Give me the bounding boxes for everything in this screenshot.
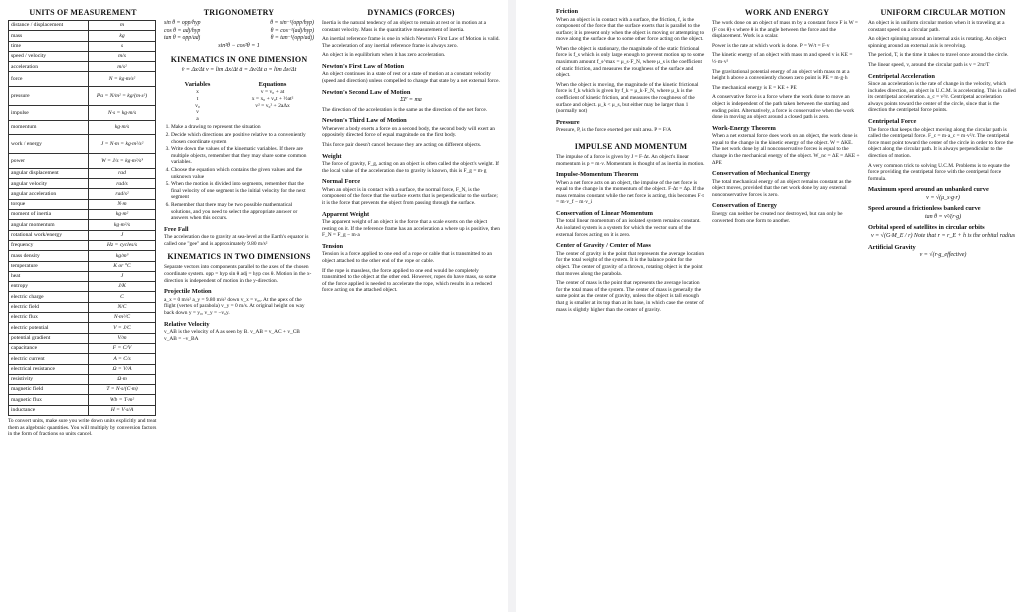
centripetal-accel-heading: Centripetal Acceleration [868,72,935,80]
var-item: t [196,96,199,103]
units-row [9,302,156,312]
quantity-cell: force [9,72,89,87]
units-row [9,323,156,333]
inertia-text: Inertia is the natural tendency of an object to remain at rest or in motion at a constant velocity. Mass is the quantitative measurement of inertia. [322,20,487,33]
units-row [9,405,156,415]
newton-third-text: Whenever a body exerts a force on a second body, the second body will exert an oppositely directed force of equal magnitude on the first body. [322,125,495,139]
units-row [9,313,156,323]
newton-third-note: This force pair doesn't cancel because they are acting on different objects. [322,142,482,149]
quantity-cell: magnetic field [9,385,89,395]
unit-cell: Ω = V/A [89,364,156,374]
weight-text: The force of gravity, F_g, acting on an object is often called the object's weight. If the local value of the acceleration due to gravity is known, this is F_g = m·g [322,161,499,174]
quantity-cell: electric potential [9,323,89,333]
eq-item: x = x₀ + v₀t + ½at² [251,96,294,103]
mech-energy-conservation-text: The total mechanical energy of an object remains constant as the object moves, provided that the net work done by any external nonconservative forces is zero. [712,178,852,198]
equilibrium-text: An object is in equilibrium when it has zero acceleration. [322,52,446,59]
unit-cell: V/m [89,333,156,343]
work-text: The work done on an object of mass m by a constant force F is W = (F cos θ)·s where θ is the angle between the force and the displacement. Work is a scalar. [712,20,858,40]
units-row [9,72,156,87]
equations-heading: Equations [258,80,287,88]
step-item: 6. Remember that there may be two possible mathematical solutions, and you need to select the appropriate answer or answers when this occurs. [171,202,314,222]
unit-cell: J/K [89,282,156,292]
variables-list [185,77,211,122]
unit-cell: s [89,41,156,51]
unit-cell: kg/m³ [89,251,156,261]
unit-cell: F = C/V [89,343,156,353]
trig-row [164,35,314,42]
unit-cell: kg·m/s [89,120,156,135]
step-item: 3. Write down the values of the kinematic variables. If there are multiple objects, remember that they may share some common variables. [171,146,314,166]
step-item: 2. Decide which directions are positive relative to a conveniently chosen coordinate system [171,132,314,145]
normal-force-text: When an object is in contact with a surface, the normal force, F_N, is the component of the force that the surface exerts that is perpendicular to the surface; it is the force that prevents the object from passing through the surface. [322,186,498,206]
kin2d-text: Separate vectors into components parallel to the axes of the chosen coordinate system. opp = hyp sin θ adj = hyp cos θ. Motion in the x-direction is independent of motion in the y-direction. [164,264,312,284]
unit-cell: Wb = T·m² [89,395,156,405]
var-item: x [196,89,199,96]
work-energy-theorem-text: When a net external force does work on an object, the work done is equal to the change in the kinetic energy of the object. W = ΔKE. The net work done by all nonconservative forces is equal to the change in the mechanical energy of the object. W_nc = ΔE = ΔKE + ΔPE [712,133,860,166]
relative-velocity-heading: Relative Velocity [164,320,210,328]
quantity-cell: heat [9,271,89,281]
quantity-cell: rotational work/energy [9,230,89,240]
eq-item: v² = v₀² + 2aΔx [255,102,290,109]
quantity-cell: resistivity [9,374,89,384]
unit-cell: m/s² [89,62,156,72]
units-row [9,120,156,135]
orbital-speed-eq: v = √(G·M_E / r) Note that r = r_E + h is the orbital radius [870,232,1016,239]
quantity-cell: electric charge [9,292,89,302]
trig-identity: sin²θ − cos²θ = 1 [218,42,260,49]
unit-cell: rad [89,168,156,178]
unit-cell: kg·m² [89,210,156,220]
kin1d-defs: v̄ = Δx/Δt v = lim Δx/Δt ā = Δv/Δt a = lim Δv/Δt [181,67,297,74]
unit-cell: m [89,21,156,31]
friction-heading: Friction [556,8,579,15]
ucm-title: UNIFORM CIRCULAR MOTION [880,8,1006,17]
max-speed-heading: Maximum speed around an unbanked curve [868,186,989,194]
quantity-cell: capacitance [9,343,89,353]
quantity-cell: mass [9,31,89,41]
ucm-text: An object is in uniform circular motion when it is traveling at a constant speed on a circular path. [868,20,1005,33]
units-row [9,343,156,353]
quantity-cell: moment of inertia [9,210,89,220]
sin-def: sin θ = opp/hyp [164,20,201,26]
units-row [9,31,156,41]
newton-second-text: The direction of the acceleration is the same as the direction of the net force. [322,106,488,113]
units-row [9,168,156,178]
units-title: UNITS OF MEASUREMENT [29,8,137,17]
units-row [9,135,156,154]
quantity-cell: electric flux [9,313,89,323]
max-speed-eq: v = √(μ_s·g·r) [926,194,960,201]
unit-cell: J [89,230,156,240]
units-row [9,333,156,343]
unit-cell: A = C/s [89,354,156,364]
quantity-cell: angular momentum [9,220,89,230]
tension-text-2: If the rope is massless, the force applied to one end would be completely transmitted to the object at the other end. However, ropes do have mass, so some of the force applied is needed to accelerate the rope, which results in a reduced force acting on the attached object. [322,267,497,294]
units-row [9,189,156,199]
variables-heading: Variables [184,80,211,88]
units-row [9,87,156,106]
banked-curve-eq: tan θ = v²/(r·g) [924,213,962,220]
trig-row [164,28,314,35]
normal-force-heading: Normal Force [322,178,361,186]
impulse-text: The impulse of a force is given by J = F·Δt. An object's linear momentum is p = m·v. Momentum is thought of as inertia in motion. [556,153,705,167]
equations-list [252,77,294,122]
var-item: v [196,109,199,116]
unit-cell: J [89,271,156,281]
relative-velocity-text: v_AB is the velocity of A as seen by B. v_AB = v_AC + v_CB v_AB = −v_BA [164,329,300,342]
linear-speed-text: The linear speed, v, around the circular path is v = 2πr/T [868,61,990,68]
quantity-cell: mass density [9,251,89,261]
quantity-cell: electric field [9,302,89,312]
quantity-cell: temperature [9,261,89,271]
work-title: WORK AND ENERGY [744,8,830,17]
step-item: 1. Make a drawing to represent the situation [171,124,314,131]
artificial-gravity-eq: v = √(r·g_effective) [919,252,967,259]
inv-sin: θ = sin⁻¹(opp/hyp) [270,20,314,26]
units-row [9,240,156,250]
unit-cell: Hz = cycles/s [89,240,156,250]
momentum-conservation-heading: Conservation of Linear Momentum [556,209,653,217]
friction-text: When an object is in contact with a surface, the friction, f, is the component of the force that the surface exerts that is parallel to the surface; it is present only when the object is moving or attempting to move along the surface due to some other force acting on the object. [556,16,705,43]
units-row [9,354,156,364]
freefall-text: The acceleration due to gravity at sea-level at the Earth's equator is called one "gee" and is approximately 9.80 m/s² [164,234,309,247]
trig-row [164,20,314,27]
units-row [9,251,156,261]
cos-def: cos θ = adj/hyp [164,27,201,34]
quantity-cell: power [9,154,89,169]
units-row [9,106,156,121]
centripetal-accel-text: Since an acceleration is the rate of change in the velocity, which includes direction, an object in U.C.M. is accelerating. This is called its centripetal acceleration. a_c = v²/r. Centripetal acceleration always points toward the center of the circle, since that is the direction the centripetal force points. [868,81,1016,114]
artificial-gravity-heading: Artificial Gravity [868,243,916,251]
period-text: The period, T, is the time it takes to travel once around the circle. [868,52,1009,59]
unit-cell: C [89,292,156,302]
units-row [9,154,156,169]
impulse-theorem-text: When a net force acts on an object, the impulse of the net force is equal to the change in the momentum of the object. F·Δt = Δp. If the mass remains constant while the net force is acting, this becomes F·t = m·v_f − m·v_i [556,179,704,206]
kinetic-energy-text: The kinetic energy of an object with mass m and speed v is KE = ½·m·v² [712,52,853,65]
unit-cell: K or °C [89,261,156,271]
units-row [9,21,156,31]
unit-cell: Pa = N/m² = kg/(m·s²) [89,87,156,106]
quantity-cell: angular acceleration [9,189,89,199]
newton-first-text: An object continues in a state of rest or a state of motion at a constant velocity (speed and direction) unless compelled to change that state by a net external force. [322,71,500,85]
quantity-cell: electrical resistance [9,364,89,374]
quantity-cell: work / energy [9,135,89,154]
energy-conservation-heading: Conservation of Energy [712,202,777,210]
mech-energy-conservation-heading: Conservation of Mechanical Energy [712,170,811,178]
eq-item: v = v₀ + at [260,89,285,96]
tension-text: Tension is a force applied to one end of a rope or cable that is transmitted to an object attached to the other end of the rope or cable. [322,251,493,264]
units-table [8,20,156,416]
quantity-cell: impulse [9,106,89,121]
work-energy-column [712,8,862,227]
unit-cell: rad/s² [89,189,156,199]
quantity-cell: time [9,41,89,51]
unit-cell: Ω·m [89,374,156,384]
inv-cos: θ = cos⁻¹(adj/hyp) [270,27,314,34]
centripetal-force-text: The force that keeps the object moving along the circular path is called the centripetal force. F_c = m·a_c = m·v²/r. The centripetal force must point toward the center of the circle in order to force the object along the circular path. It is always perpendicular to the direction of motion. [868,126,1014,159]
units-row [9,261,156,271]
conservative-force-text: A conservative force is a force where the work done to move an object is independent of the path taken between the starting and ending point. Alternatively, a force is conservative when the work done in moving an object around a closed path is zero. [712,94,855,121]
power-text: Power is the rate at which work is done. P = W/t = F·v [712,42,830,49]
rotating-text: An object spinning around an internal axis is rotating. An object spinning around an external axis is revolving. [868,36,1007,49]
quantity-cell: electric current [9,354,89,364]
ucm-trick-text: A very common trick to solving U.C.M. Problems is to equate the force providing the centripetal force with the centripetal force formula. [868,162,1010,182]
unit-cell: N·s = kg·m/s [89,106,156,121]
center-of-gravity-heading: Center of Gravity / Center of Mass [556,242,651,250]
momentum-conservation-text: The total linear momentum of an isolated system remains constant. An isolated system is a system for which the vector sum of the external forces acting on it is zero. [556,218,701,238]
units-row [9,292,156,302]
unit-cell: m/s [89,51,156,61]
unit-cell: H = V·s/A [89,405,156,415]
unit-cell: rad/s [89,179,156,189]
inertial-frame-text: An inertial reference frame is one in which Newton's First Law of Motion is valid. The acceleration of any inertial reference frame is always zero. [322,36,500,49]
work-energy-theorem-heading: Work-Energy Theorem [712,124,776,132]
unit-cell: N·m [89,199,156,209]
quantity-cell: momentum [9,120,89,135]
quantity-cell: potential gradient [9,333,89,343]
quantity-cell: torque [9,199,89,209]
quantity-cell: acceleration [9,62,89,72]
var-item: v₀ [195,102,200,109]
kinetic-friction-text: When the object is moving, the magnitude of the kinetic frictional force is f_k which is given by f_k = μ_k·F_N, where μ_k is the coefficient of kinetic friction, and measures the roughness of the surface and object. μ_k < μ_s, but either may be larger than 1 (normally not) [556,81,699,115]
apparent-weight-heading: Apparent Weight [322,210,370,218]
units-row [9,210,156,220]
center-of-gravity-text: The center of gravity is the point that represents the average location for the total weight of the system. It is the balance point for the object. The center of gravity of a thrown, rotating object is the point that moves along the parabola. [556,250,705,277]
unit-cell: kg [89,31,156,41]
weight-heading: Weight [322,152,342,160]
newton-third-heading: Newton's Third Law of Motion [322,117,407,125]
ucm-column [868,8,1018,262]
kin1d-title: KINEMATICS IN ONE DIMENSION [170,55,308,65]
inv-tan: θ = tan⁻¹(opp/adj) [270,35,314,42]
newton-first-heading: Newton's First Law of Motion [322,62,405,70]
unit-cell: kg·m²/s [89,220,156,230]
units-row [9,41,156,51]
step-item: 5. When the motion is divided into segments, remember that the final velocity of one segment is the initial velocity for the next segment [171,181,314,201]
units-column [8,8,158,441]
trig-title: TRIGONOMETRY [203,8,275,17]
unit-cell: J = N·m = kg·m²/s² [89,135,156,154]
var-item: a [196,115,199,122]
static-friction-text: When the object is stationary, the magnitude of the static frictional force is f_s which is only large enough to prevent motion up to some maximum amount f_s^max = μ_s·F_N, where μ_s is the coefficient of static friction, and measures the roughness of the surface and object. [556,45,705,79]
kin2d-title: KINEMATICS IN TWO DIMENSIONS [167,252,311,262]
potential-energy-text: The gravitational potential energy of an object with mass m at a height h above a conveniently chosen zero point is PE = m·g·h [712,68,850,82]
units-row [9,395,156,405]
unit-cell: N/C [89,302,156,312]
units-row [9,364,156,374]
dynamics-title: DYNAMICS (FORCES) [367,8,455,17]
impulse-theorem-heading: Impulse-Momentum Theorem [556,171,639,179]
units-row [9,179,156,189]
quantity-cell: entropy [9,282,89,292]
units-row [9,199,156,209]
problem-steps [164,124,314,221]
kin1d-vars-eqs [164,77,314,122]
mechanical-energy-text: The mechanical energy is E = KE + PE [712,84,797,91]
units-row [9,62,156,72]
units-row [9,271,156,281]
units-row [9,374,156,384]
units-row [9,220,156,230]
step-item: 4. Choose the equation which contains the given values and the unknown value [171,167,314,180]
unit-cell: W = J/s = kg·m²/s³ [89,154,156,169]
units-row [9,51,156,61]
energy-conservation-text: Energy can neither be created nor destroyed, but can only be converted from one form to another. [712,210,843,224]
freefall-heading: Free Fall [164,225,189,233]
tension-heading: Tension [322,242,344,250]
orbital-speed-heading: Orbital speed of satellites in circular orbits [868,224,985,232]
unit-cell: N·m²/C [89,313,156,323]
quantity-cell: magnetic flux [9,395,89,405]
centripetal-force-heading: Centripetal Force [868,118,917,126]
page-1 [0,0,508,612]
unit-cell: T = N·s/(C·m) [89,385,156,395]
quantity-cell: frequency [9,240,89,250]
pressure-text: Pressure, P, is the force exerted per unit area. P = F/A [556,127,672,134]
friction-impulse-column [556,8,706,316]
quantity-cell: pressure [9,87,89,106]
quantity-cell: speed / velocity [9,51,89,61]
units-row [9,282,156,292]
projectile-text: a_x = 0 m/s² a_y = 9.80 m/s² down v_x = v₀ₓ. At the apex of the flight (vertex of parabola) v_y = 0 m/s. At original height on way back down y = y₀, v_y = −v₀y. [164,296,305,316]
impulse-title: IMPULSE AND MOMENTUM [574,141,688,151]
tan-def: tan θ = opp/adj [164,35,201,42]
units-note: To convert units, make sure you write down units explicitly and treat them as algebraic quantities. You will multiply by conversion factors in the form of fractions so units cancel. [8,417,157,438]
newton-second-heading: Newton's Second Law of Motion [322,88,411,96]
apparent-weight-text: The apparent weight of an object is the force that a scale exerts on the object resting on it. If the reference frame has an acceleration a where up is positive, then F_N = F_g − m·a [322,219,500,239]
unit-cell: N = kg·m/s² [89,72,156,87]
center-of-mass-text: The center of mass is the point that represents the average location for the total mass of the system. The center of mass is generally the same point as the center of gravity, unless the object is tall enough that g is smaller at its top than at its base, in which case the center of mass is slightly higher than the center of gravity. [556,280,704,313]
units-row [9,385,156,395]
page-2 [516,0,1024,612]
newton-second-eq: ΣF = ma [400,97,422,104]
projectile-heading: Projectile Motion [164,288,212,296]
banked-curve-heading: Speed around a frictionless banked curve [868,205,981,213]
unit-cell: V = J/C [89,323,156,333]
quantity-cell: inductance [9,405,89,415]
quantity-cell: angular velocity [9,179,89,189]
dynamics-column [322,8,500,297]
pressure-heading: Pressure [556,118,580,126]
trig-kinematics-column [164,8,314,345]
quantity-cell: distance / displacement [9,21,89,31]
quantity-cell: angular displacement [9,168,89,178]
units-row [9,230,156,240]
